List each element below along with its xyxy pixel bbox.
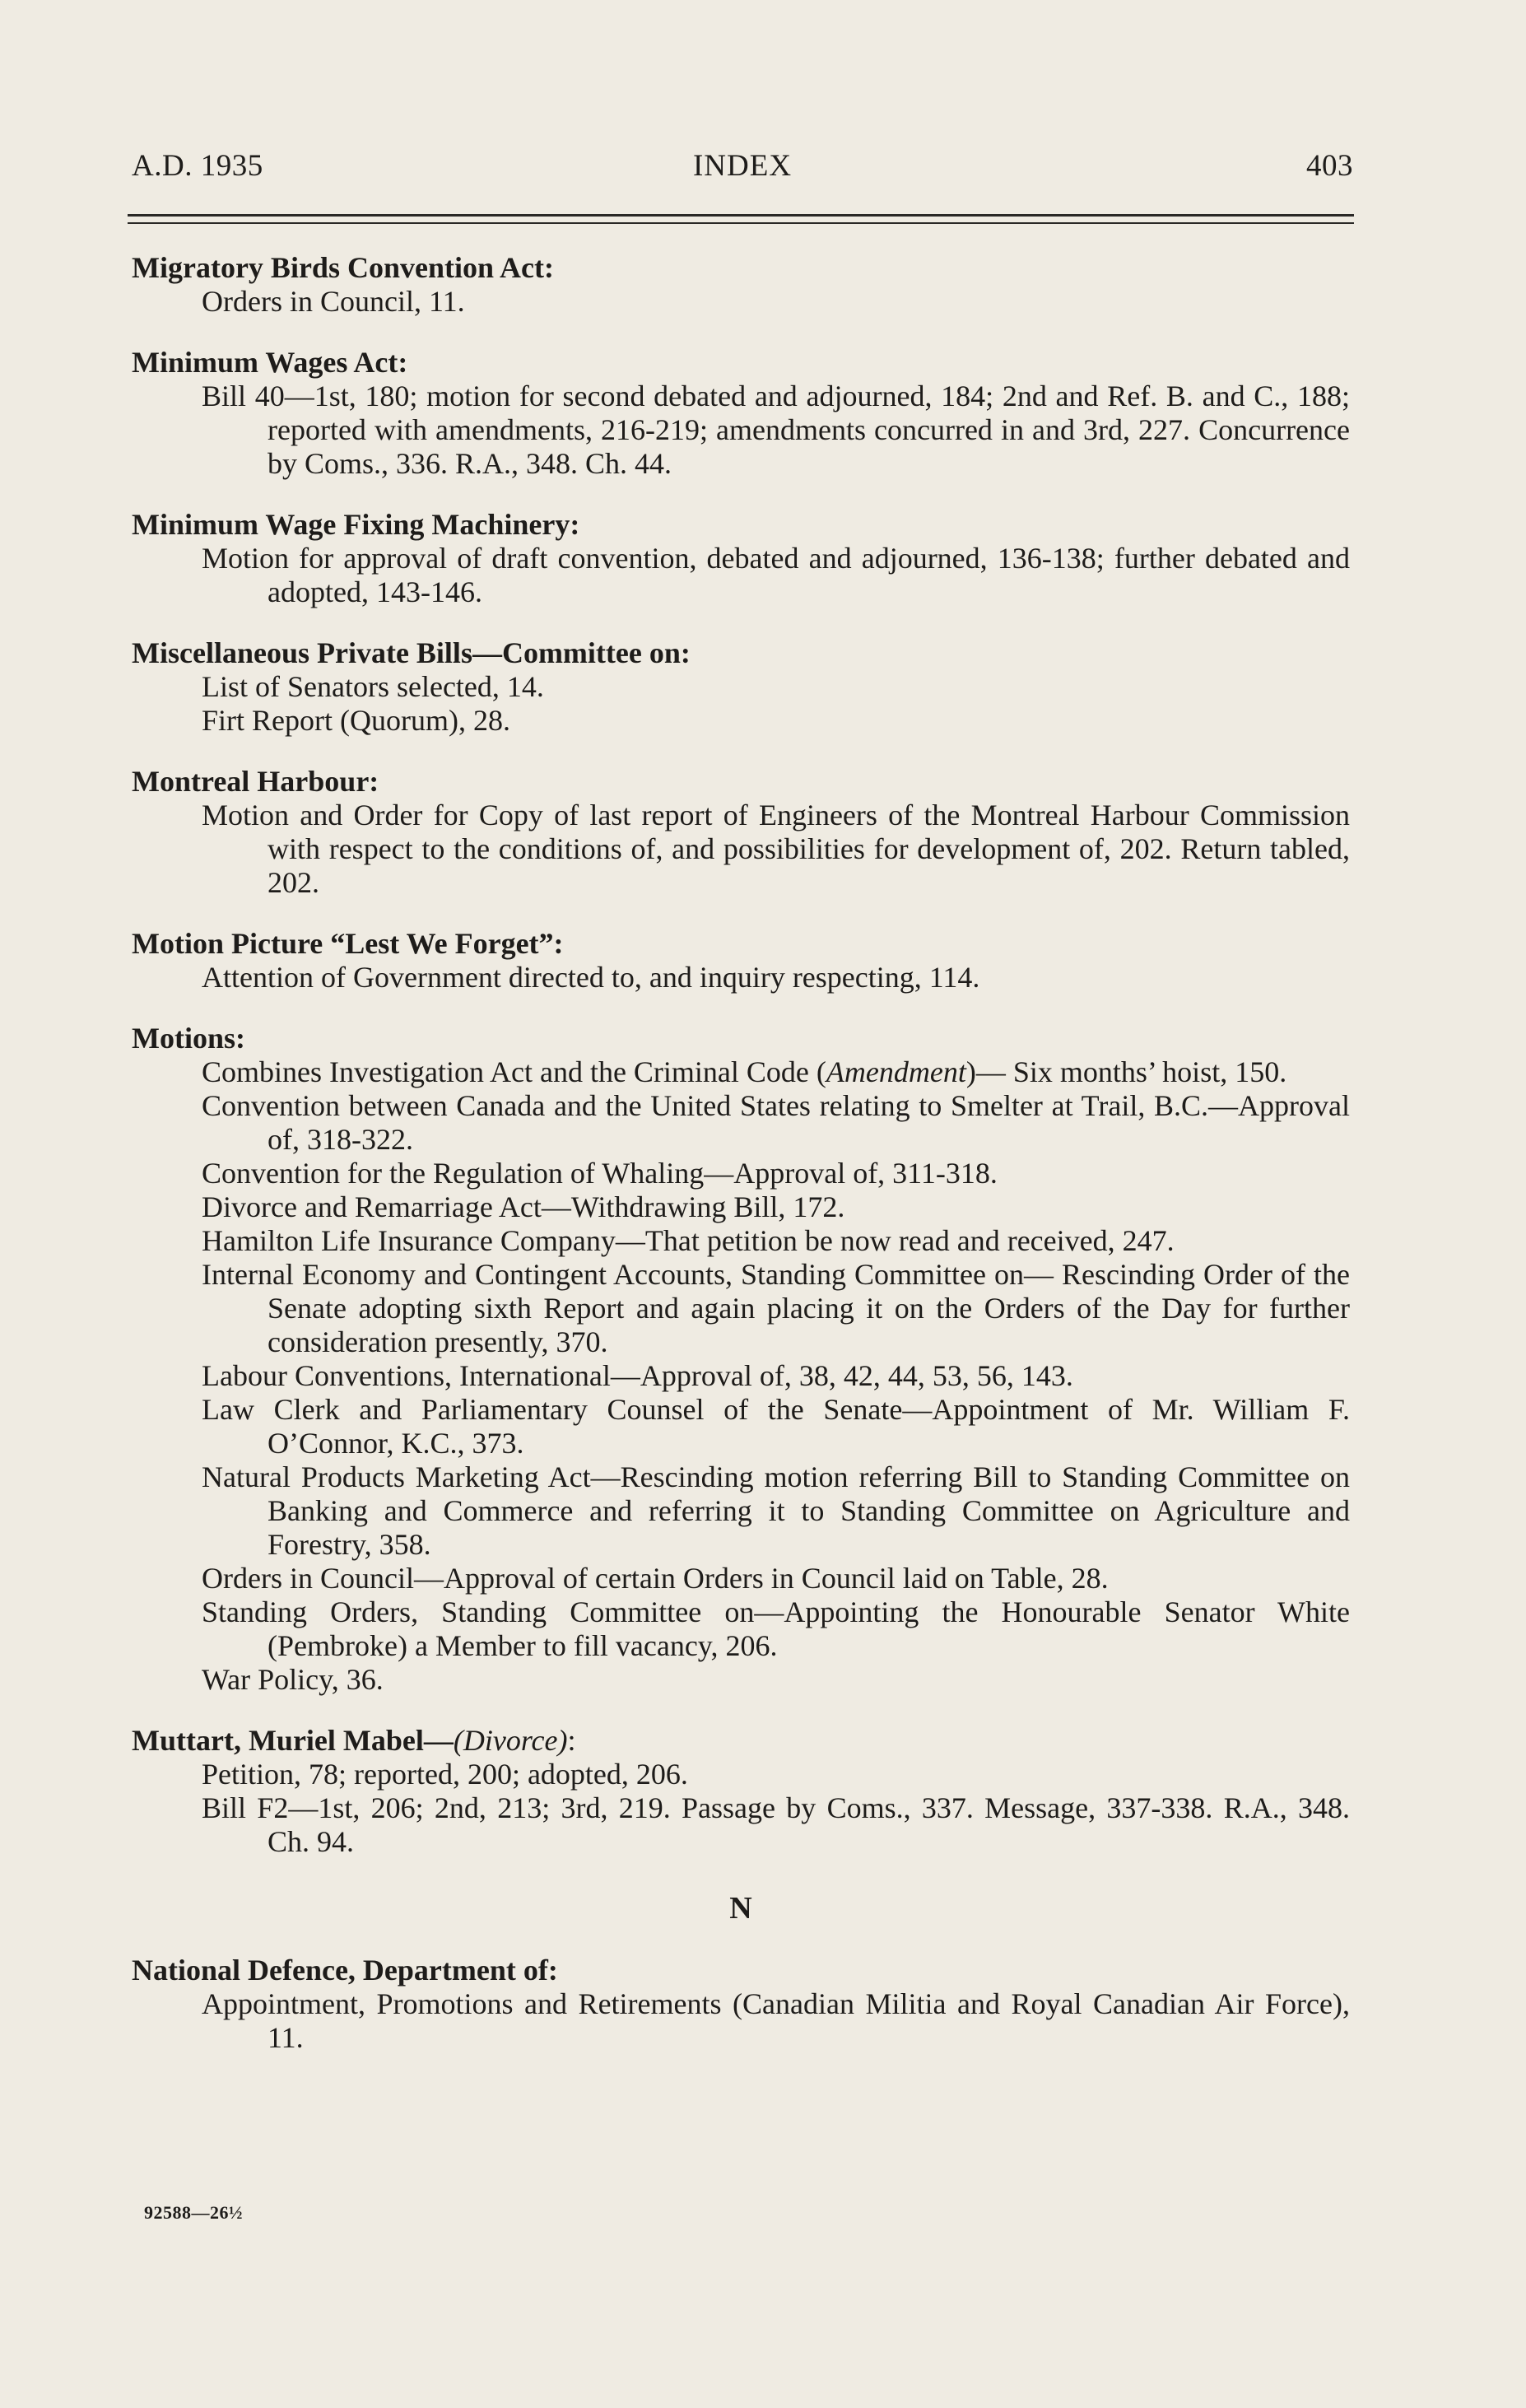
index-entry-migratory-birds xyxy=(132,251,1350,319)
entry-item: Divorce and Remarriage Act—Withdrawing Bill, 172. xyxy=(202,1190,845,1223)
entry-item: Bill 40—1st, 180; motion for second debated and adjourned, 184; 2nd and Ref. B. and C., 188; reported with amendments, 216-219; amendments concurred in and 3rd, 227. Concurrence by Coms., 336. R.A., 348. Ch. 44. xyxy=(202,380,1350,480)
index-entry-motions xyxy=(132,1022,1350,1697)
entry-heading: Motion Picture “Lest We Forget”: xyxy=(132,927,564,960)
entry-item: Standing Orders, Standing Committee on—Appointing the Honourable Senator White (Pembroke) a Member to fill vacancy, 206. xyxy=(202,1595,1350,1662)
index-entry-wage-fixing xyxy=(132,508,1350,609)
print-code: 92588—26½ xyxy=(144,2202,243,2223)
entry-item: Appointment, Promotions and Retirements (Canadian Militia and Royal Canadian Air Force), 11. xyxy=(202,1987,1350,2054)
page-header xyxy=(132,148,1353,194)
header-rule-top xyxy=(128,214,1354,217)
entry-item: Internal Economy and Contingent Accounts, Standing Committee on— Rescinding Order of the Senate adopting sixth Report and again placing it on the Orders of the Day for further consideration presently, 370. xyxy=(202,1258,1350,1358)
italic-term: Amendment xyxy=(826,1055,966,1088)
entry-item: Motion and Order for Copy of last report of Engineers of the Montreal Harbour Commission with respect to the conditions of, and possibilities for development of, 202. Return tabled, 202. xyxy=(202,799,1350,899)
entry-item: Petition, 78; reported, 200; adopted, 206. xyxy=(202,1758,688,1791)
entry-item: Orders in Council, 11. xyxy=(202,285,465,318)
entry-heading: Miscellaneous Private Bills—Committee on: xyxy=(132,636,691,669)
entry-heading-end: : xyxy=(567,1724,576,1757)
index-entry-minimum-wages xyxy=(132,346,1350,481)
entry-heading: Minimum Wages Act: xyxy=(132,346,408,379)
header-year: A.D. 1935 xyxy=(132,149,263,183)
entry-heading: Montreal Harbour: xyxy=(132,765,379,798)
entry-heading: Migratory Birds Convention Act: xyxy=(132,251,554,284)
index-entry-montreal-harbour xyxy=(132,765,1350,900)
page-number: 403 xyxy=(1306,149,1353,183)
index-entry-national-defence xyxy=(132,1954,1350,2055)
entry-item: Natural Products Marketing Act—Rescinding motion referring Bill to Standing Committee on Banking and Commerce and referring it to Standing Committee on Agriculture and Forestry, 358. xyxy=(202,1460,1350,1561)
index-entry-private-bills xyxy=(132,636,1350,738)
entry-item: Orders in Council—Approval of certain Orders in Council laid on Table, 28. xyxy=(202,1562,1109,1595)
index-entry-muttart xyxy=(132,1724,1350,1859)
entry-item: Hamilton Life Insurance Company—That petition be now read and received, 247. xyxy=(202,1224,1175,1257)
entry-item: Attention of Government directed to, and inquiry respecting, 114. xyxy=(202,961,980,994)
entry-heading: Minimum Wage Fixing Machinery: xyxy=(132,508,580,541)
entry-heading: Motions: xyxy=(132,1022,245,1055)
entry-heading-main: Muttart, Muriel Mabel— xyxy=(132,1724,454,1757)
entry-item: Combines Investigation Act and the Criminal Code (Amendment)— Six months’ hoist, 150. xyxy=(202,1055,1287,1088)
entry-item: Law Clerk and Parliamentary Counsel of the Senate—Appointment of Mr. William F. O’Connor, K.C., 373. xyxy=(202,1393,1350,1460)
index-entry-motion-picture xyxy=(132,927,1350,994)
entry-item: Convention between Canada and the United States relating to Smelter at Trail, B.C.—Approval of, 318-322. xyxy=(202,1089,1350,1156)
entry-item: Convention for the Regulation of Whaling—Approval of, 311-318. xyxy=(202,1157,998,1190)
entry-heading xyxy=(132,1724,1350,1758)
entry-item: Motion for approval of draft convention, debated and adjourned, 136-138; further debated and adopted, 143-146. xyxy=(202,542,1350,608)
entry-item: List of Senators selected, 14. xyxy=(202,670,544,703)
header-rule-bottom xyxy=(128,222,1354,224)
entry-item: Bill F2—1st, 206; 2nd, 213; 3rd, 219. Passage by Coms., 337. Message, 337-338. R.A., 348. Ch. 94. xyxy=(202,1791,1350,1858)
entry-heading-italic: (Divorce) xyxy=(453,1724,568,1757)
header-title: INDEX xyxy=(692,149,793,183)
entry-item: Firt Report (Quorum), 28. xyxy=(202,704,510,737)
index-body xyxy=(132,251,1350,2082)
entry-item: War Policy, 36. xyxy=(202,1663,384,1696)
entry-heading: National Defence, Department of: xyxy=(132,1954,558,1986)
entry-item: Labour Conventions, International—Approval of, 38, 42, 44, 53, 56, 143. xyxy=(202,1359,1073,1392)
section-letter: N xyxy=(729,1891,752,1926)
